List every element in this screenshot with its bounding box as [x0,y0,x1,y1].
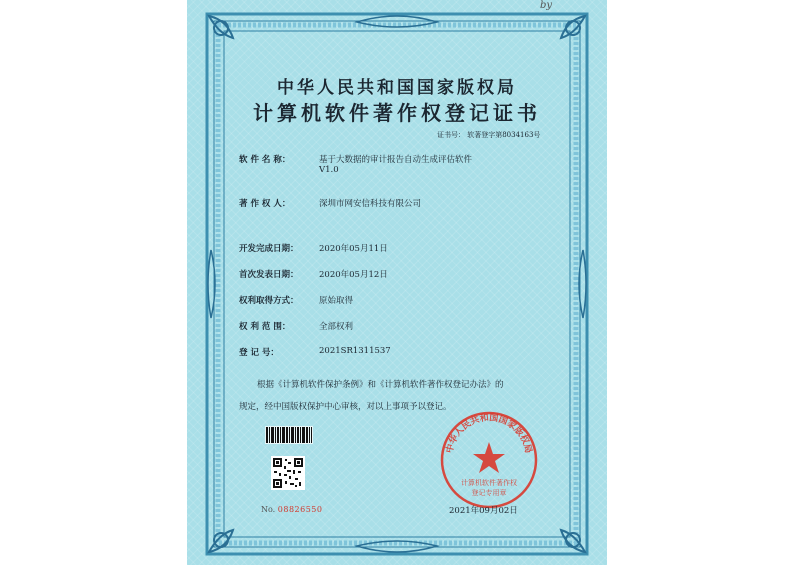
qr-code [271,456,305,490]
certificate [187,0,607,565]
barcode [265,426,313,444]
field-value-development-date: 2020年05月11日 [319,244,388,254]
serial-prefix: No. [261,505,276,514]
issue-date: 2021年09月02日 [449,506,518,516]
statement-line-2: 规定，经中国版权保护中心审核，对以上事项予以登记。 [239,402,452,412]
field-value-registration-code: 2021SR1311537 [319,346,391,356]
issuer-title: 中华人民共和国国家版权局 [277,78,517,98]
field-label-software-name: 软 件 名 称： [239,155,291,165]
field-label-rights-scope: 权 利 范 围： [239,322,291,332]
field-value-acquisition-method: 原始取得 [319,296,354,306]
serial-number-value: 08826550 [277,505,323,514]
serial-number [261,505,322,514]
field-label-publication-date: 首次发表日期： [239,270,299,280]
registration-number: 证书号： 软著登字第8034163号 [437,131,541,139]
field-value-software-name: 基于大数据的审计报告自动生成评估软件 [319,155,473,165]
field-value-rights-scope: 全部权利 [319,322,354,332]
seal-ring-text: 中华人民共和国国家版权局 [445,413,533,455]
field-label-registration-code: 登 记 号： [239,348,279,358]
field-value-copyright-owner: 深圳市网安信科技有限公司 [319,199,422,209]
field-label-development-date: 开发完成日期： [239,244,299,254]
field-label-copyright-owner: 著 作 权 人： [239,199,291,209]
field-label-acquisition-method: 权利取得方式： [239,296,299,306]
seal-inner-line-1: 计算机软件著作权 [461,479,517,487]
corner-mark: by [540,0,553,11]
field-value-software-version: V1.0 [319,165,339,175]
seal-inner-line-2: 登记专用章 [471,489,507,497]
certificate-title: 计算机软件著作权登记证书 [253,101,541,125]
official-seal [439,410,539,510]
statement-line-1: 根据《计算机软件保护条例》和《计算机软件著作权登记办法》的 [257,380,504,390]
field-value-publication-date: 2020年05月12日 [319,270,388,280]
